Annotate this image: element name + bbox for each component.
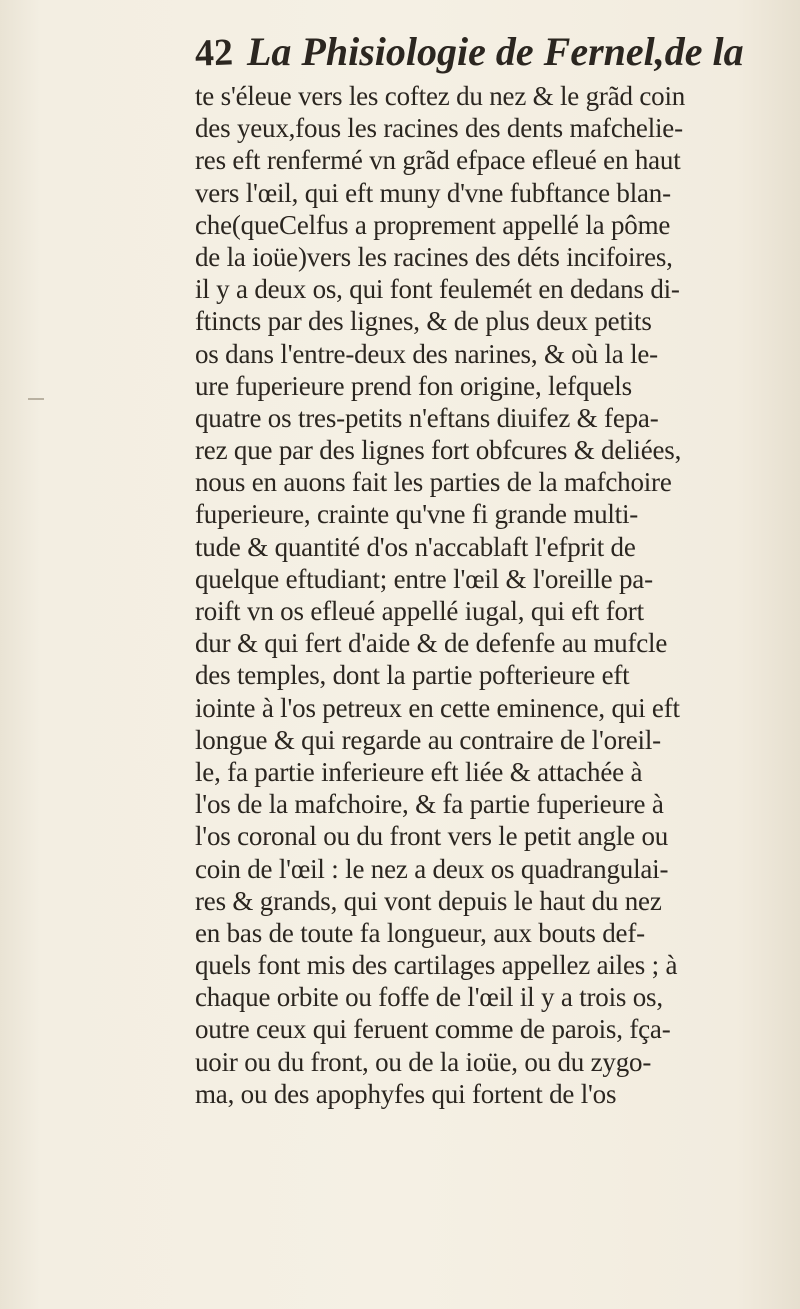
text-line: coin de l'œil : le nez a deux os quadrangulai- — [195, 853, 669, 884]
text-line: iointe à l'os petreux en cette eminence, qui eft — [195, 692, 680, 723]
text-line: quelque eftudiant; entre l'œil & l'oreille pa- — [195, 563, 653, 594]
text-line: roift vn os efleué appellé iugal, qui eft fort — [195, 596, 644, 626]
margin-mark — [28, 398, 44, 400]
text-line: ftincts par des lignes, & de plus deux petits — [195, 306, 652, 337]
text-line: vers l'œil, qui eft muny d'vne fubftance blan- — [195, 177, 671, 208]
page-header — [195, 28, 755, 84]
page-number: 42 — [194, 31, 234, 75]
text-line: des yeux,fous les racines des dents mafchelie- — [195, 113, 683, 144]
text-line: longue & qui regarde au contraire de l'oreil- — [195, 724, 661, 755]
text-line: l'os coronal ou du front vers le petit angle ou — [195, 821, 669, 852]
text-line: te s'éleue vers les coftez du nez & le grãd coin — [195, 81, 686, 111]
text-line: outre ceux qui feruent comme de parois, fça- — [195, 1014, 671, 1045]
text-line: tude & quantité d'os n'accablaft l'efprit de — [195, 531, 636, 562]
text-line: ma, ou des apophyfes qui fortent de l'os — [195, 1078, 617, 1109]
running-title: La Phisiologie de Fernel,de la — [247, 29, 744, 74]
text-line: res eft renfermé vn grãd efpace efleué en haut — [195, 145, 681, 176]
text-line: quels font mis des cartilages appellez ailes ; à — [195, 950, 678, 981]
text-line: ure fuperieure prend fon origine, lefquels — [195, 370, 632, 401]
text-line: rez que par des lignes fort obfcures & deliées, — [195, 435, 682, 466]
text-line: en bas de toute fa longueur, aux bouts def- — [195, 917, 645, 948]
text-line: res & grands, qui vont depuis le haut du nez — [195, 885, 662, 916]
text-line: quatre os tres-petits n'eftans diuifez & fepa- — [195, 402, 659, 433]
text-line: dur & qui fert d'aide & de defenfe au mufcle — [195, 628, 668, 659]
text-line: le, fa partie inferieure eft liée & attachée à — [195, 756, 643, 787]
text-line: de la ioüe)vers les racines des déts incifoires, — [195, 241, 673, 272]
text-line: chaque orbite ou foffe de l'œil il y a trois os, — [195, 982, 663, 1013]
text-line: os dans l'entre-deux des narines, & où la le- — [195, 338, 658, 369]
text-line: il y a deux os, qui font feulemét en dedans di- — [195, 274, 680, 305]
text-line: des temples, dont la partie pofterieure eft — [195, 660, 630, 691]
text-line: uoir ou du front, ou de la ioüe, ou du zygo- — [195, 1046, 652, 1077]
text-line: l'os de la mafchoire, & fa partie fuperieure à — [195, 789, 664, 820]
text-line: nous en auons fait les parties de la mafchoire — [195, 467, 672, 498]
text-line: fuperieure, crainte qu'vne fi grande multi- — [195, 499, 639, 530]
body-text — [195, 80, 760, 1110]
text-line: che(queCelfus a proprement appellé la pôme — [195, 209, 671, 240]
